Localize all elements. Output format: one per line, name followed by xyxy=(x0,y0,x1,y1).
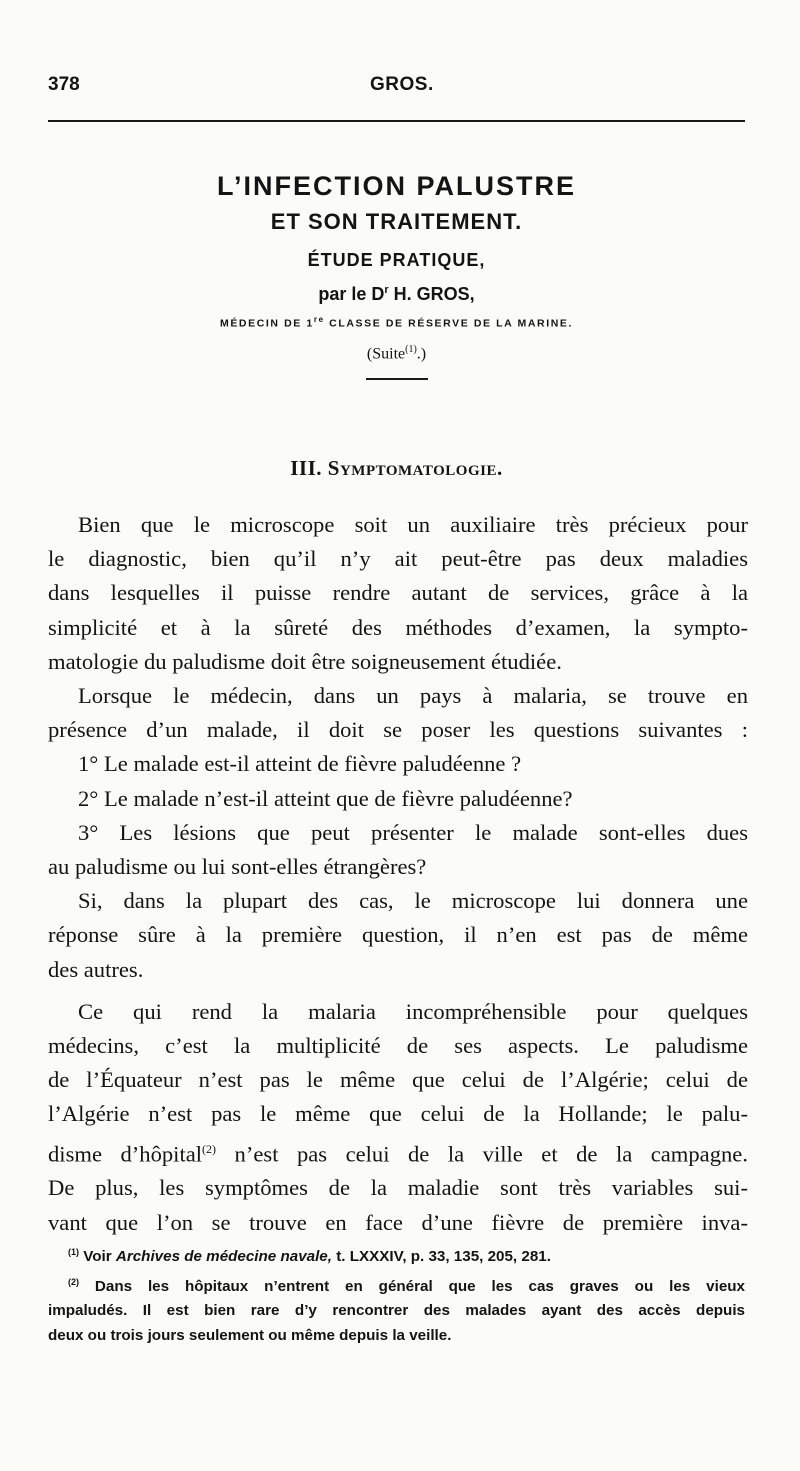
footnote-2-line: Dans les hôpitaux n’entrent en général que les cas graves ou les vieux xyxy=(79,1277,745,1295)
question-2: 2° Le malade n’est-il atteint que de fièvre paludéenne? xyxy=(78,785,573,811)
footnote-1 xyxy=(48,1240,745,1270)
page-number: 378 xyxy=(48,74,80,95)
text-line: Lorsque le médecin, dans un pays à malaria, se trouve en xyxy=(78,683,748,709)
text-line: l’Algérie n’est pas le même que celui de la Hollande; le palu- xyxy=(48,1101,748,1127)
section-heading xyxy=(48,456,745,481)
header-rule xyxy=(48,120,745,122)
footnote-2-mark: (2) xyxy=(68,1276,79,1287)
paragraph-gap xyxy=(48,987,748,995)
section-title: Symptomatologie. xyxy=(327,456,503,480)
text-line: matologie du paludisme doit être soigneusement étudiée. xyxy=(48,648,562,674)
text-line: De plus, les symptômes de la maladie sont très variables sui- xyxy=(48,1175,748,1201)
text-line: dans lesquelles il puisse rendre autant de services, grâce à la xyxy=(48,580,748,606)
article-title-block xyxy=(48,170,745,380)
footnote-1-post: t. LXXXIV, p. 33, 135, 205, 281. xyxy=(331,1248,551,1266)
article-title: L’INFECTION PALUSTRE xyxy=(216,171,576,201)
suite-line xyxy=(48,340,745,364)
question-3: 3° Les lésions que peut présenter le malade sont-elles dues xyxy=(78,819,748,845)
suite-footnote-ref: (1) xyxy=(405,343,417,355)
text-line: Bien que le microscope soit un auxiliaire très précieux pour xyxy=(78,512,748,537)
author-role xyxy=(48,312,745,332)
paragraph-2 xyxy=(48,679,748,747)
footnote-2-line: deux ou trois jours seulement ou même depuis la veille. xyxy=(48,1326,452,1344)
text-line: de l’Équateur n’est pas le même que celui de l’Algérie; celui de xyxy=(48,1067,748,1093)
running-head: GROS. xyxy=(370,74,434,95)
question-list xyxy=(48,747,748,884)
footnote-2 xyxy=(48,1270,745,1300)
text-line: présence d’un malade, il doit se poser les questions suivantes : xyxy=(48,717,748,743)
text-line: réponse sûre à la première question, il n’en est pas de même xyxy=(48,922,748,948)
author-prefix: par le D xyxy=(318,284,385,304)
text-fragment: disme d’hôpital xyxy=(48,1141,203,1167)
question-1: 1° Le malade est-il atteint de fièvre paludéenne ? xyxy=(78,751,522,777)
body-text xyxy=(48,508,748,1240)
suite-text: (Suite xyxy=(366,344,406,362)
footnote-1-journal: Archives de médecine navale, xyxy=(115,1248,332,1266)
section-number: III. xyxy=(290,456,323,480)
paragraph-4 xyxy=(48,995,748,1240)
suite-close: .) xyxy=(416,344,427,362)
paragraph-1 xyxy=(48,508,748,679)
footnote-2-line: impaludés. Il est bien rare d’y rencontrer des malades ayant des accès depuis xyxy=(48,1302,745,1320)
footnote-ref-2: (2) xyxy=(202,1141,217,1156)
text-line: simplicité et à la sûreté des méthodes d’examen, la sympto- xyxy=(48,614,748,640)
text-fragment: n’est pas celui de la ville et de la campagne. xyxy=(216,1141,748,1167)
author-name: H. GROS, xyxy=(388,284,475,304)
article-subtitle: ET SON TRAITEMENT. xyxy=(270,209,523,234)
page-header xyxy=(48,74,745,102)
text-line: médecins, c’est la multiplicité de ses aspects. Le paludisme xyxy=(48,1033,748,1059)
paragraph-3 xyxy=(48,884,748,987)
author-role-part2: CLASSE DE RÉSERVE DE LA MARINE. xyxy=(324,317,574,330)
author-role-sup: re xyxy=(313,315,325,324)
text-line: le diagnostic, bien qu’il n’y ait peut-être pas deux maladies xyxy=(48,546,748,572)
footnotes xyxy=(48,1240,745,1348)
text-line: des autres. xyxy=(48,956,144,982)
question-3-cont: au paludisme ou lui sont-elles étrangères? xyxy=(48,854,427,880)
text-line: Si, dans la plupart des cas, le microscope lui donnera une xyxy=(78,888,748,914)
footnote-1-mark: (1) xyxy=(68,1247,79,1257)
study-label: ÉTUDE PRATIQUE, xyxy=(307,250,486,270)
text-line xyxy=(48,1132,748,1172)
text-line: Ce qui rend la malaria incompréhensible pour quelques xyxy=(78,998,748,1024)
author-prefix-sup: r xyxy=(384,284,389,296)
author-role-part1: MÉDECIN DE 1 xyxy=(219,317,314,330)
footnote-1-pre: Voir xyxy=(79,1248,116,1266)
author-line xyxy=(48,278,745,306)
text-line: vant que l’on se trouve en face d’une fièvre de première inva- xyxy=(48,1209,748,1235)
title-divider xyxy=(366,378,428,380)
